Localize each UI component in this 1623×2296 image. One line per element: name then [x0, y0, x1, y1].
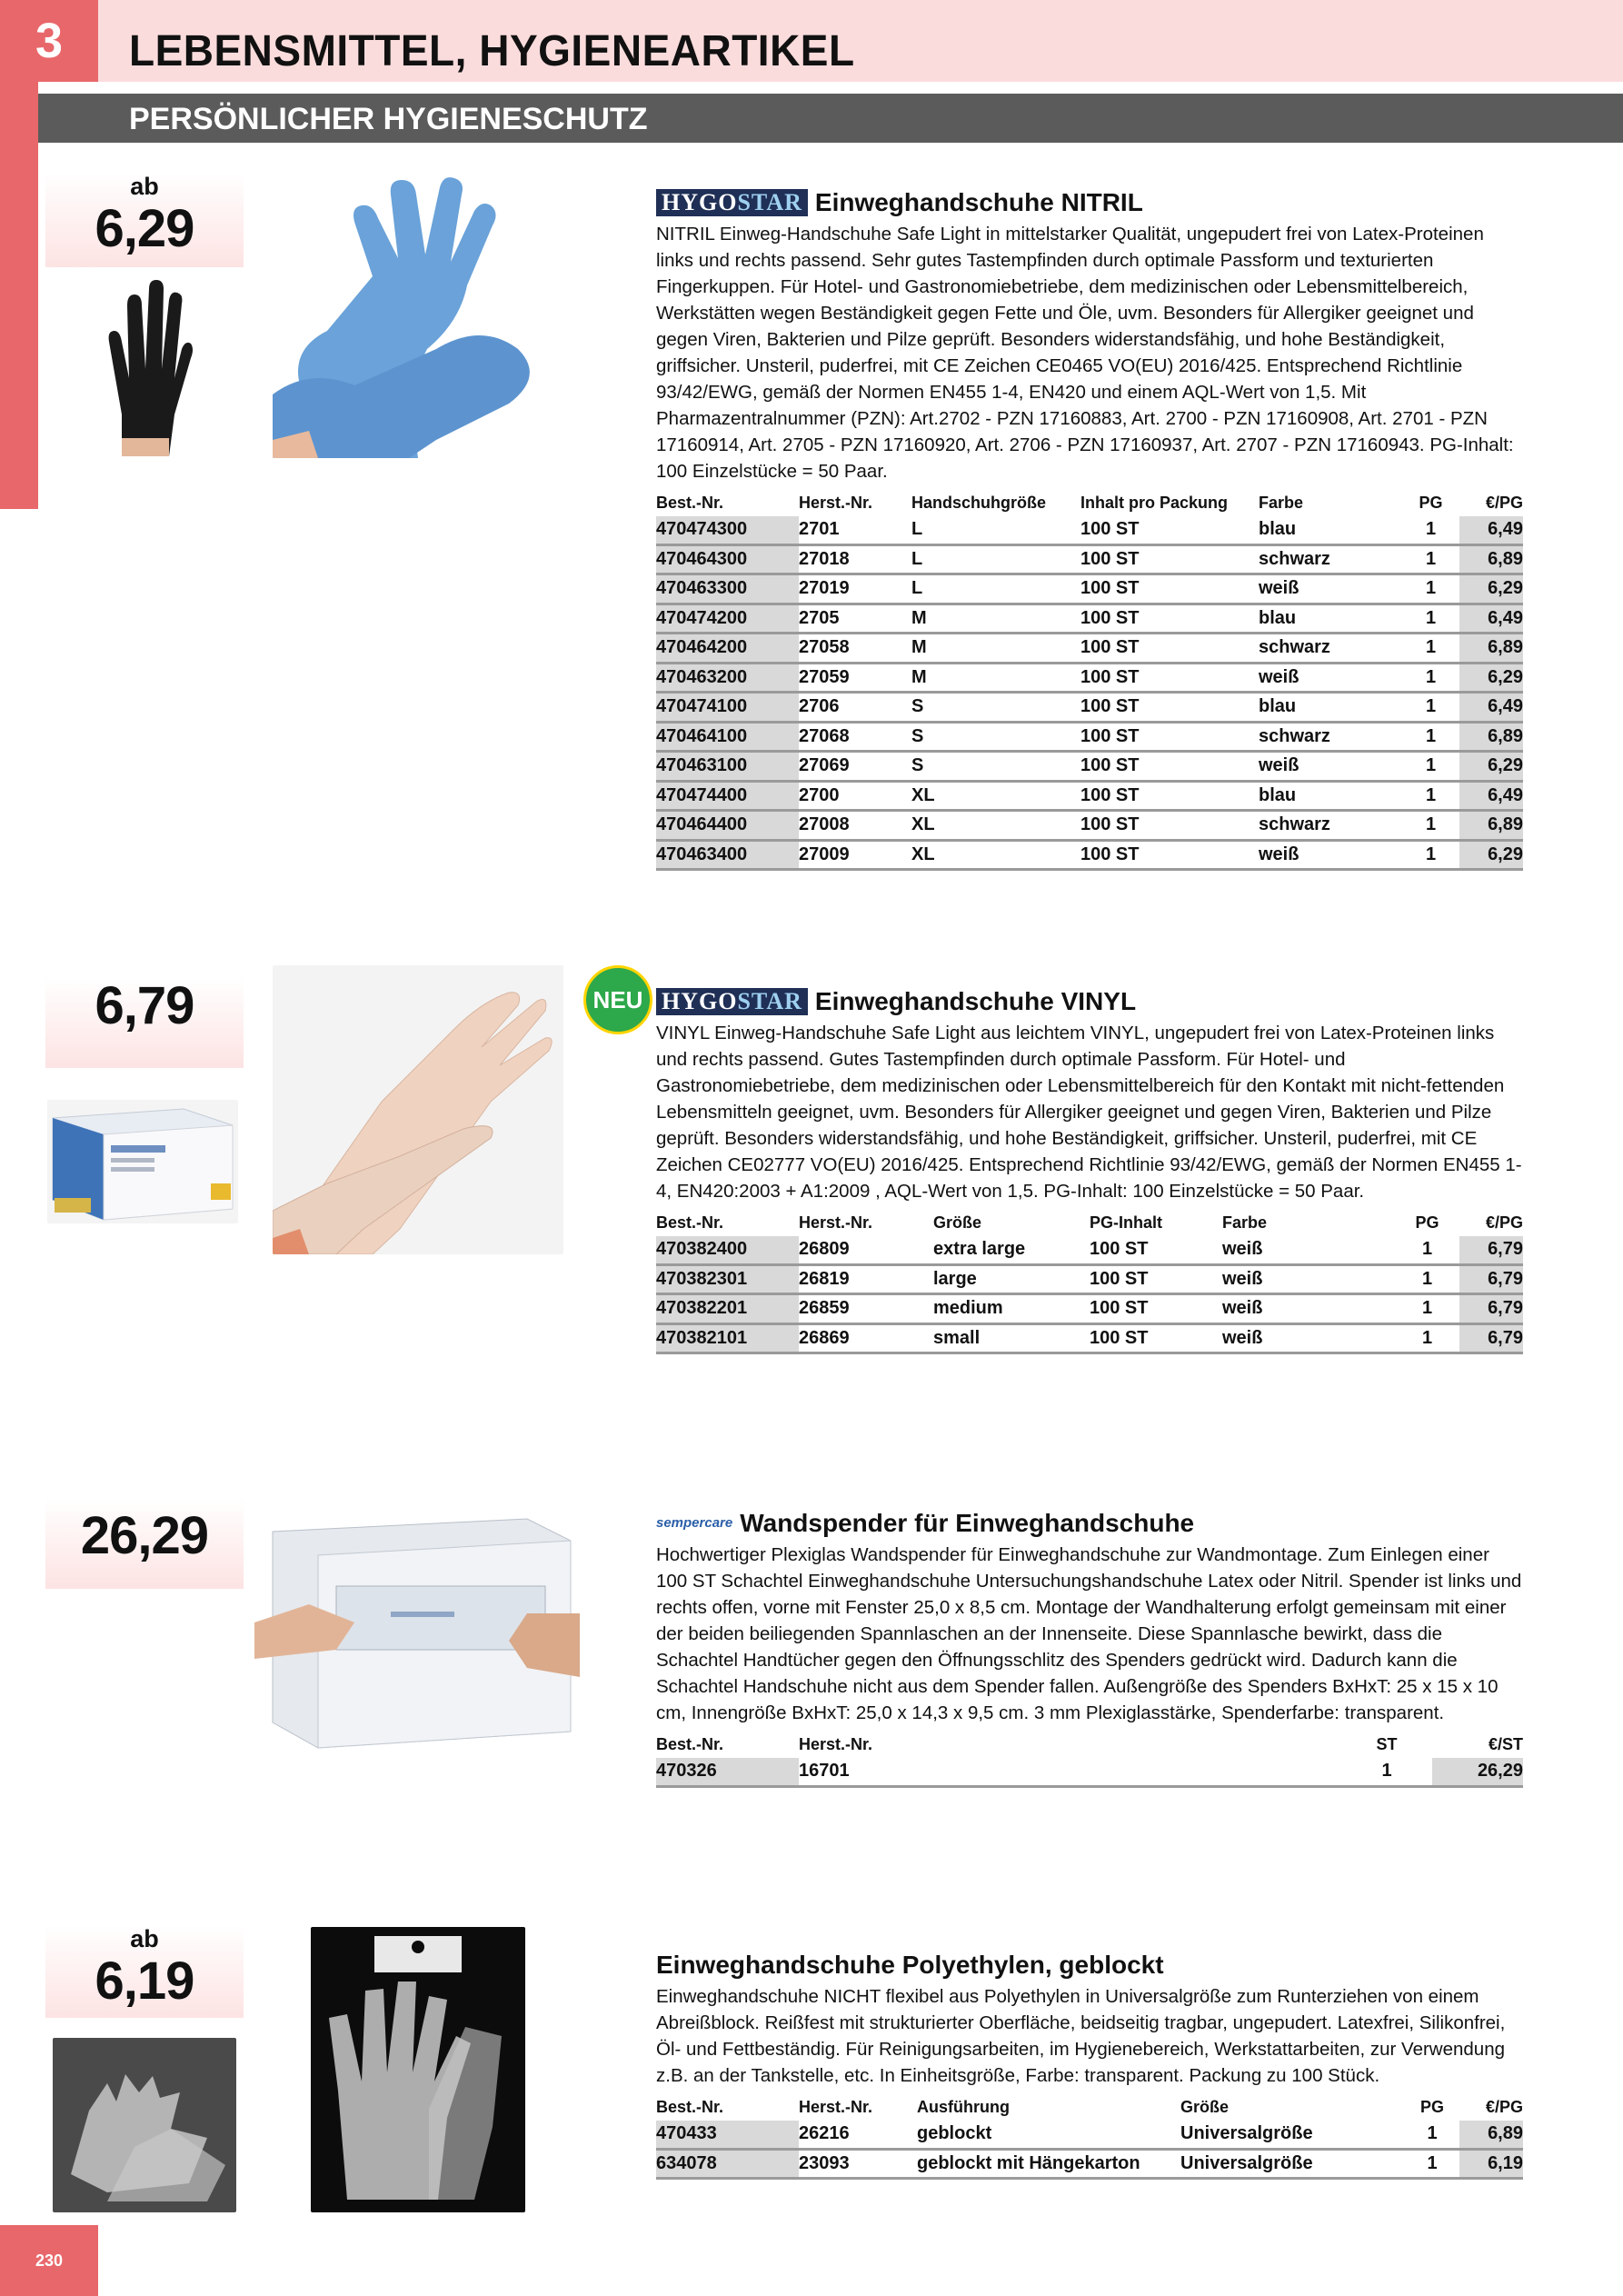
price-prefix: ab	[130, 1925, 159, 1952]
table-cell: 26869	[799, 1323, 933, 1353]
column-header: Farbe	[1259, 494, 1304, 512]
table-cell: XL	[911, 781, 1080, 811]
table-cell: S	[911, 752, 1080, 782]
vinyl-box-image	[47, 1100, 238, 1223]
product-title-row	[656, 1949, 1523, 1982]
table-cell: 1	[1395, 1236, 1459, 1264]
product-description: VINYL Einweg-Handschuhe Safe Light aus leichtem VINYL, ungepudert frei von Latex-Proteinen links und rechts passend. Gutes Tastempfinden durch optimale Passform. Für Hotel- und Gastronomiebetriebe, dem medizinischen oder Lebensmittelbereich für den Kontakt mit nicht-fettenden Lebensmitteln geeignet, uvm. Besonders für Allergiker geeignet und gegen Viren, Bakterien und Pilze geprüft. Besonders widerstandsfähig, und hohe Beständigkeit, griffsicher. Unsteril, puderfrei, mit CE Zeichen CE02777 VO(EU) 2016/425. Entsprechend Richtlinie 93/42/EWG, gemäß der Normen EN455 1-4, EN420:2003 + A1:2009 , AQL-Wert von 1,5. PG-Inhalt: 100 Einzelstücke = 50 Paar.	[656, 1023, 1522, 1202]
column-header: Handschuhgröße	[911, 494, 1047, 512]
table-cell: geblockt	[917, 2121, 1180, 2149]
table-cell: schwarz	[1259, 544, 1402, 574]
product-table	[656, 1733, 1523, 1788]
column-header: Best.-Nr.	[656, 1735, 724, 1753]
column-header: Größe	[1180, 2098, 1230, 2116]
table-cell: 1	[1402, 840, 1459, 870]
pe-gloves-pack-image	[311, 1927, 525, 2212]
product-title-row	[656, 186, 1523, 219]
product-table	[656, 492, 1523, 871]
table-row	[656, 2149, 1523, 2179]
order-number-cell: 470382201	[656, 1294, 799, 1324]
column-header: PG	[1419, 2098, 1444, 2116]
order-number-cell: 470463100	[656, 752, 799, 782]
table-cell: 6,89	[1459, 811, 1523, 841]
price-value: 6,29	[95, 199, 194, 258]
table-row	[656, 663, 1523, 693]
table-cell: M	[911, 604, 1080, 634]
table-cell: medium	[933, 1294, 1090, 1324]
table-cell: 6,29	[1459, 663, 1523, 693]
vinyl-glove-image	[273, 965, 563, 1254]
table-cell: 2701	[799, 516, 911, 544]
order-number-cell: 470464100	[656, 722, 799, 752]
column-header: Herst.-Nr.	[799, 1735, 873, 1753]
product-description: Hochwertiger Plexiglas Wandspender für Einweghandschuhe zur Wandmontage. Zum Einlegen einer 100 ST Schachtel Einweghandschuhe Untersuchungshandschuhe Latex oder Nitril. Spender ist links und rechts offen, vorne mit Fenster 25,0 x 8,5 cm. Montage der Wandhalterung erfolgt gemeinsam mit einer der beiden beiliegenden Spannlaschen an der Innenseite. Diese Spannlasche bewirkt, dass die Schachtel Handtücher gegen den Öffnungsschlitz des Spenders gedrückt wird. Dadurch kann die Schachtel Handschuhe nicht aus dem Spender fallen. Außengröße des Spenders BxHxT: 25 x 15 x 10 cm, Innengröße BxHxT: 25,0 x 14,3 x 9,5 cm. 3 mm Plexiglasstärke, Spenderfarbe: transparent.	[656, 1544, 1522, 1723]
table-cell: 27008	[799, 811, 911, 841]
side-marker	[0, 82, 38, 509]
table-cell: 1	[1341, 1758, 1432, 1786]
hygostar-logo: HYGO STAR	[656, 988, 808, 1015]
table-row	[656, 1264, 1523, 1294]
pe-gloves-image	[53, 2038, 236, 2212]
table-cell: 100 ST	[1080, 544, 1259, 574]
table-cell: blau	[1259, 693, 1402, 723]
product-title: Einweghandschuhe VINYL	[814, 987, 1137, 1015]
table-cell: weiß	[1259, 663, 1402, 693]
table-row	[656, 781, 1523, 811]
blue-glove-image	[273, 167, 554, 458]
column-header: Best.-Nr.	[656, 2098, 724, 2116]
order-number-cell: 470463300	[656, 574, 799, 604]
table-cell: 6,49	[1459, 604, 1523, 634]
order-number-cell: 470463200	[656, 663, 799, 693]
table-cell: XL	[911, 811, 1080, 841]
table-row	[656, 1758, 1523, 1786]
table-row	[656, 1323, 1523, 1353]
table-cell: 6,49	[1459, 693, 1523, 723]
table-cell: 100 ST	[1080, 634, 1259, 664]
table-cell: 100 ST	[1080, 840, 1259, 870]
table-cell: 100 ST	[1080, 811, 1259, 841]
order-number-cell: 470474400	[656, 781, 799, 811]
table-cell: L	[911, 574, 1080, 604]
table-cell: 1	[1402, 811, 1459, 841]
column-header: Best.-Nr.	[656, 494, 724, 512]
order-number-cell: 470433	[656, 2121, 799, 2149]
order-number-cell: 470464400	[656, 811, 799, 841]
table-cell: 100 ST	[1080, 752, 1259, 782]
product-title: Einweghandschuhe NITRIL	[814, 188, 1143, 216]
table-cell: 2706	[799, 693, 911, 723]
order-number-cell: 470382400	[656, 1236, 799, 1264]
order-number-cell: 470464300	[656, 544, 799, 574]
product-table	[656, 2096, 1523, 2180]
table-cell: 26859	[799, 1294, 933, 1324]
price-badge	[45, 173, 244, 267]
table-cell: 100 ST	[1080, 693, 1259, 723]
table-cell: Universalgröße	[1180, 2149, 1405, 2179]
table-cell: weiß	[1222, 1323, 1395, 1353]
table-cell: 6,79	[1459, 1323, 1523, 1353]
column-header: €/PG	[1485, 1213, 1523, 1232]
table-cell: schwarz	[1259, 722, 1402, 752]
table-cell: 100 ST	[1090, 1294, 1222, 1324]
chapter-number: 3	[0, 0, 98, 82]
order-number-cell: 470474200	[656, 604, 799, 634]
table-cell: 100 ST	[1090, 1264, 1222, 1294]
table-cell: 1	[1402, 781, 1459, 811]
product-polyethylen	[656, 1949, 1523, 2180]
table-cell: 27059	[799, 663, 911, 693]
table-cell: blau	[1259, 516, 1402, 544]
table-cell: geblockt mit Hängekarton	[917, 2149, 1180, 2179]
table-cell: 1	[1402, 693, 1459, 723]
table-row	[656, 722, 1523, 752]
table-row	[656, 2121, 1523, 2149]
table-cell: 23093	[799, 2149, 917, 2179]
table-cell: 6,79	[1459, 1236, 1523, 1264]
table-cell: 16701	[799, 1758, 1341, 1786]
chapter-title: LEBENSMITTEL, HYGIENEARTIKEL	[129, 25, 855, 75]
table-cell: 100 ST	[1090, 1323, 1222, 1353]
table-cell: 6,79	[1459, 1294, 1523, 1324]
price-value: 26,29	[80, 1506, 209, 1565]
table-cell: 1	[1405, 2149, 1459, 2179]
black-glove-image	[102, 278, 193, 456]
table-cell: 100 ST	[1080, 722, 1259, 752]
page-number: 230	[0, 2225, 98, 2296]
product-title-row	[656, 1507, 1523, 1540]
table-cell: 100 ST	[1090, 1236, 1222, 1264]
column-header: Inhalt pro Packung	[1080, 494, 1229, 512]
price-badge	[45, 977, 244, 1068]
table-cell: 100 ST	[1080, 663, 1259, 693]
table-cell: weiß	[1259, 752, 1402, 782]
table-cell: 27068	[799, 722, 911, 752]
product-nitril	[656, 186, 1523, 871]
table-cell: weiß	[1222, 1294, 1395, 1324]
table-cell: 27018	[799, 544, 911, 574]
table-cell: 1	[1402, 634, 1459, 664]
table-cell: L	[911, 516, 1080, 544]
table-cell: 2705	[799, 604, 911, 634]
column-header: PG	[1419, 494, 1443, 512]
table-cell: 100 ST	[1080, 604, 1259, 634]
table-cell: 27009	[799, 840, 911, 870]
table-row	[656, 1294, 1523, 1324]
table-cell: blau	[1259, 604, 1402, 634]
table-cell: 1	[1395, 1264, 1459, 1294]
table-row	[656, 693, 1523, 723]
table-cell: small	[933, 1323, 1090, 1353]
product-description: Einweghandschuhe NICHT flexibel aus Polyethylen in Universalgröße zum Runterziehen von einem Abreißblock. Reißfest mit strukturierter Oberfläche, beidseitig tragbar, ungepudert. Latexfrei, Silikonfrei, Öl- und Fettbeständig. Für Reinigungsarbeiten, im Hygienebereich, Werkstattarbeiten, zur Verwendung z.B. an der Tankstelle, etc. In Einheitsgröße, Farbe: transparent. Packung zu 100 Stück.	[656, 1986, 1506, 2086]
table-cell: L	[911, 544, 1080, 574]
table-cell: 27069	[799, 752, 911, 782]
price-value: 6,79	[95, 976, 194, 1035]
table-row	[656, 840, 1523, 870]
table-cell: 6,49	[1459, 516, 1523, 544]
table-cell: 1	[1405, 2121, 1459, 2149]
table-cell: 6,19	[1459, 2149, 1523, 2179]
price-badge	[45, 1498, 244, 1589]
table-cell: S	[911, 693, 1080, 723]
order-number-cell: 470474100	[656, 693, 799, 723]
table-row	[656, 604, 1523, 634]
table-cell: 26216	[799, 2121, 917, 2149]
table-cell: XL	[911, 840, 1080, 870]
table-cell: 6,29	[1459, 574, 1523, 604]
table-cell: 1	[1402, 516, 1459, 544]
table-cell: weiß	[1259, 574, 1402, 604]
table-cell: 100 ST	[1080, 574, 1259, 604]
table-cell: Universalgröße	[1180, 2121, 1405, 2149]
table-cell: 6,89	[1459, 722, 1523, 752]
table-cell: 1	[1402, 604, 1459, 634]
table-cell: 1	[1402, 574, 1459, 604]
order-number-cell: 470382301	[656, 1264, 799, 1294]
table-cell: 6,79	[1459, 1264, 1523, 1294]
product-title-row	[656, 985, 1523, 1018]
table-cell: 1	[1395, 1294, 1459, 1324]
table-cell: 6,29	[1459, 752, 1523, 782]
table-cell: 6,49	[1459, 781, 1523, 811]
table-cell: schwarz	[1259, 811, 1402, 841]
table-cell: 26809	[799, 1236, 933, 1264]
product-dispenser	[656, 1507, 1523, 1788]
table-row	[656, 811, 1523, 841]
table-cell: 6,89	[1459, 634, 1523, 664]
table-cell: 6,89	[1459, 2121, 1523, 2149]
table-cell: blau	[1259, 781, 1402, 811]
table-cell: extra large	[933, 1236, 1090, 1264]
table-cell: 100 ST	[1080, 516, 1259, 544]
product-description: NITRIL Einweg-Handschuhe Safe Light in mittelstarker Qualität, ungepudert frei von Latex-Proteinen links und rechts passend. Sehr gutes Tastempfinden durch optimale Passform und texturierten Fingerkuppen. Für Hotel- und Gastronomiebetriebe, dem medizinischen oder Lebensmittelbereich, Werkstätten wegen Beständigkeit gegen Fette und Öle, uvm. Besonders für Allergiker geeignet und gegen Viren, Bakterien und Pilze geprüft. Besonders widerstandsfähig, und hohe Beständigkeit, griffsicher. Unsteril, puderfrei, mit CE Zeichen CE0465 VO(EU) 2016/425. Entsprechend Richtlinie 93/42/EWG, gemäß der Normen EN455 1-4, EN420 und einem AQL-Wert von 1,5. Mit Pharmazentralnummer (PZN): Art.2702 - PZN 17160883, Art. 2700 - PZN 17160908, Art. 2701 - PZN 17160914, Art. 2705 - PZN 17160920, Art. 2706 - PZN 17160937, Art. 2707 - PZN 17160943. PG-Inhalt: 100 Einzelstücke = 50 Paar.	[656, 224, 1514, 482]
column-header: Farbe	[1222, 1213, 1268, 1232]
price-prefix: ab	[130, 173, 159, 200]
table-header-row	[656, 492, 1523, 516]
dispenser-image	[254, 1504, 580, 1759]
column-header: €/PG	[1485, 494, 1523, 512]
table-cell: large	[933, 1264, 1090, 1294]
order-number-cell: 470326	[656, 1758, 799, 1786]
table-cell: 26819	[799, 1264, 933, 1294]
section-title: PERSÖNLICHER HYGIENESCHUTZ	[129, 102, 648, 136]
table-cell: 1	[1402, 663, 1459, 693]
price-badge	[45, 1925, 244, 2018]
table-cell: 6,89	[1459, 544, 1523, 574]
column-header: PG-Inhalt	[1090, 1213, 1162, 1232]
table-cell: weiß	[1259, 840, 1402, 870]
product-table	[656, 1212, 1523, 1354]
new-badge: NEU	[583, 965, 652, 1034]
table-cell: S	[911, 722, 1080, 752]
table-row	[656, 516, 1523, 544]
product-title: Wandspender für Einweghandschuhe	[740, 1509, 1195, 1537]
table-row	[656, 752, 1523, 782]
order-number-cell: 470464200	[656, 634, 799, 664]
table-row	[656, 634, 1523, 664]
column-header: Ausführung	[917, 2098, 1010, 2116]
table-header-row	[656, 1212, 1523, 1236]
column-header: €/ST	[1488, 1735, 1523, 1753]
table-header-row	[656, 1733, 1523, 1758]
order-number-cell: 470474300	[656, 516, 799, 544]
table-header-row	[656, 2096, 1523, 2121]
table-cell: 1	[1402, 544, 1459, 574]
table-row	[656, 574, 1523, 604]
table-cell: 26,29	[1432, 1758, 1523, 1786]
column-header: Herst.-Nr.	[799, 2098, 873, 2116]
order-number-cell: 470382101	[656, 1323, 799, 1353]
table-cell: 2700	[799, 781, 911, 811]
table-cell: 6,29	[1459, 840, 1523, 870]
hygostar-logo: HYGO STAR	[656, 189, 808, 216]
price-value: 6,19	[95, 1952, 194, 2011]
column-header: Best.-Nr.	[656, 1213, 724, 1232]
table-cell: weiß	[1222, 1264, 1395, 1294]
column-header: ST	[1376, 1735, 1398, 1753]
table-row	[656, 1236, 1523, 1264]
column-header: €/PG	[1485, 2098, 1523, 2116]
column-header: Größe	[933, 1213, 982, 1232]
table-cell: schwarz	[1259, 634, 1402, 664]
table-cell: M	[911, 663, 1080, 693]
table-cell: 1	[1402, 752, 1459, 782]
column-header: Herst.-Nr.	[799, 494, 873, 512]
sempercare-logo: sempercare	[656, 1515, 733, 1531]
table-cell: 27058	[799, 634, 911, 664]
table-row	[656, 544, 1523, 574]
table-cell: 1	[1395, 1323, 1459, 1353]
table-cell: 27019	[799, 574, 911, 604]
product-title: Einweghandschuhe Polyethylen, geblockt	[656, 1951, 1164, 1979]
table-cell: 100 ST	[1080, 781, 1259, 811]
table-cell: 1	[1402, 722, 1459, 752]
product-vinyl	[656, 985, 1523, 1354]
column-header: Herst.-Nr.	[799, 1213, 873, 1232]
order-number-cell: 634078	[656, 2149, 799, 2179]
order-number-cell: 470463400	[656, 840, 799, 870]
table-cell: weiß	[1222, 1236, 1395, 1264]
column-header: PG	[1415, 1213, 1439, 1232]
table-cell: M	[911, 634, 1080, 664]
